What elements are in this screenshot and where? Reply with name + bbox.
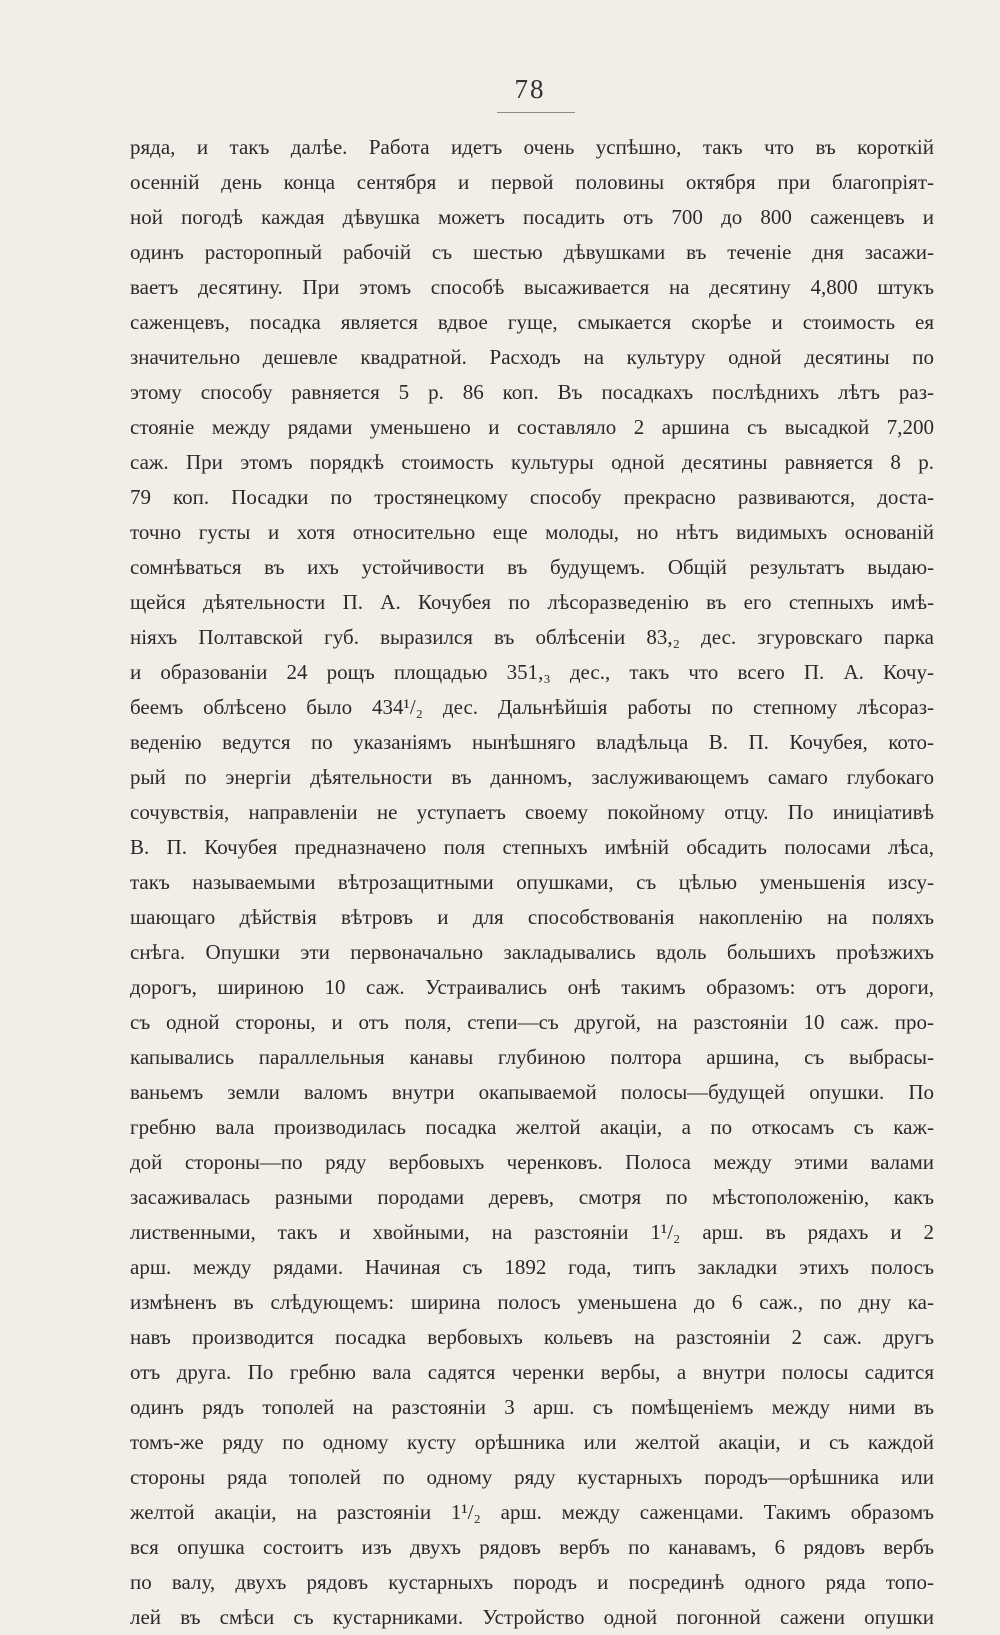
text-line: томъ-же ряду по одному кусту орѣшника или желтой акаціи, и съ каждой <box>130 1430 934 1454</box>
text-line: саженцевъ, посадка является вдвое гуще, смыкается скорѣе и стоимость ея <box>130 310 934 334</box>
text-line: капывались параллельныя канавы глубиною полтора аршина, съ выбрасы- <box>130 1045 934 1069</box>
text-line: измѣненъ въ слѣдующемъ: ширина полосъ уменьшена до 6 саж., по дну ка- <box>130 1290 934 1314</box>
text-line: ваетъ десятину. При этомъ способѣ высаживается на десятину 4,800 штукъ <box>130 275 934 299</box>
text-line: гребню вала производилась посадка желтой акаціи, а по откосамъ съ каж- <box>130 1115 934 1139</box>
text-line: В. П. Кочубея предназначено поля степныхъ имѣній обсадить полосами лѣса, <box>130 835 934 859</box>
text-line: ніяхъ Полтавской губ. выразился въ облѣсеніи 83,₂ дес. згуровскаго парка <box>130 625 934 649</box>
text-line: дой стороны—по ряду вербовыхъ черенковъ. Полоса между этими валами <box>130 1150 934 1174</box>
text-line: стороны ряда тополей по одному ряду кустарныхъ породъ—орѣшника или <box>130 1465 934 1489</box>
text-line: желтой акаціи, на разстояніи 1¹/₂ арш. между саженцами. Такимъ образомъ <box>130 1500 934 1524</box>
text-line: этому способу равняется 5 р. 86 коп. Въ посадкахъ послѣднихъ лѣтъ раз- <box>130 380 934 404</box>
text-line: значительно дешевле квадратной. Расходъ на культуру одной десятины по <box>130 345 934 369</box>
text-line: саж. При этомъ порядкѣ стоимость культуры одной десятины равняется 8 р. <box>130 450 934 474</box>
page-number-rule <box>497 112 575 113</box>
text-line: 79 коп. Посадки по тростянецкому способу прекрасно развиваются, доста- <box>130 485 934 509</box>
text-line: беемъ облѣсено было 434¹/₂ дес. Дальнѣйшія работы по степному лѣсораз- <box>130 695 934 719</box>
text-line: засаживалась разными породами деревъ, смотря по мѣстоположенію, какъ <box>130 1185 934 1209</box>
page-number: 78 <box>514 74 546 104</box>
text-line: щейся дѣятельности П. А. Кочубея по лѣсоразведенію въ его степныхъ имѣ- <box>130 590 934 614</box>
text-line: лиственными, такъ и хвойными, на разстояніи 1¹/₂ арш. въ рядахъ и 2 <box>130 1220 934 1244</box>
text-line: точно густы и хотя относительно еще молоды, но нѣтъ видимыхъ основаній <box>130 520 934 544</box>
text-line: сомнѣваться въ ихъ устойчивости въ будущемъ. Общій результатъ выдаю- <box>130 555 934 579</box>
text-line: по валу, двухъ рядовъ кустарныхъ породъ и посрединѣ одного ряда топо- <box>130 1570 934 1594</box>
text-line: лей въ смѣси съ кустарниками. Устройство одной погонной сажени опушки <box>130 1605 934 1629</box>
text-line: ваньемъ земли валомъ внутри окапываемой полосы—будущей опушки. По <box>130 1080 934 1104</box>
text-line: ной погодѣ каждая дѣвушка можетъ посадить отъ 700 до 800 саженцевъ и <box>130 205 934 229</box>
text-line: отъ друга. По гребню вала садятся черенки вербы, а внутри полосы садится <box>130 1360 934 1384</box>
text-line: арш. между рядами. Начиная съ 1892 года, типъ закладки этихъ полосъ <box>130 1255 934 1279</box>
text-line: сочувствія, направленіи не уступаетъ своему покойному отцу. По иниціативѣ <box>130 800 934 824</box>
text-line: и образованіи 24 рощъ площадью 351,₃ дес., такъ что всего П. А. Кочу- <box>130 660 934 684</box>
text-line: осенній день конца сентября и первой половины октября при благопріят- <box>130 170 934 194</box>
text-line: дорогъ, шириною 10 саж. Устраивались онѣ такимъ образомъ: отъ дороги, <box>130 975 934 999</box>
text-line: ряда, и такъ далѣе. Работа идетъ очень успѣшно, такъ что въ короткій <box>130 135 934 159</box>
text-line: шающаго дѣйствія вѣтровъ и для способствованія накопленію на поляхъ <box>130 905 934 929</box>
text-line: вся опушка состоитъ изъ двухъ рядовъ вербъ по канавамъ, 6 рядовъ вербъ <box>130 1535 934 1559</box>
text-line: стояніе между рядами уменьшено и составляло 2 аршина съ высадкой 7,200 <box>130 415 934 439</box>
text-line: снѣга. Опушки эти первоначально закладывались вдоль большихъ проѣзжихъ <box>130 940 934 964</box>
text-line: веденію ведутся по указаніямъ нынѣшняго владѣльца В. П. Кочубея, кото- <box>130 730 934 754</box>
text-line: рый по энергіи дѣятельности въ данномъ, заслуживающемъ самаго глубокаго <box>130 765 934 789</box>
text-line: навъ производится посадка вербовыхъ кольевъ на разстояніи 2 саж. другъ <box>130 1325 934 1349</box>
body-text <box>130 130 934 1635</box>
text-line: одинъ расторопный рабочій съ шестью дѣвушками въ теченіе дня засажи- <box>130 240 934 264</box>
text-line: съ одной стороны, и отъ поля, степи—съ другой, на разстояніи 10 саж. про- <box>130 1010 934 1034</box>
text-line: одинъ рядъ тополей на разстояніи 3 арш. съ помѣщеніемъ между ними въ <box>130 1395 934 1419</box>
text-line: такъ называемыми вѣтрозащитными опушками, съ цѣлью уменьшенія изсу- <box>130 870 934 894</box>
